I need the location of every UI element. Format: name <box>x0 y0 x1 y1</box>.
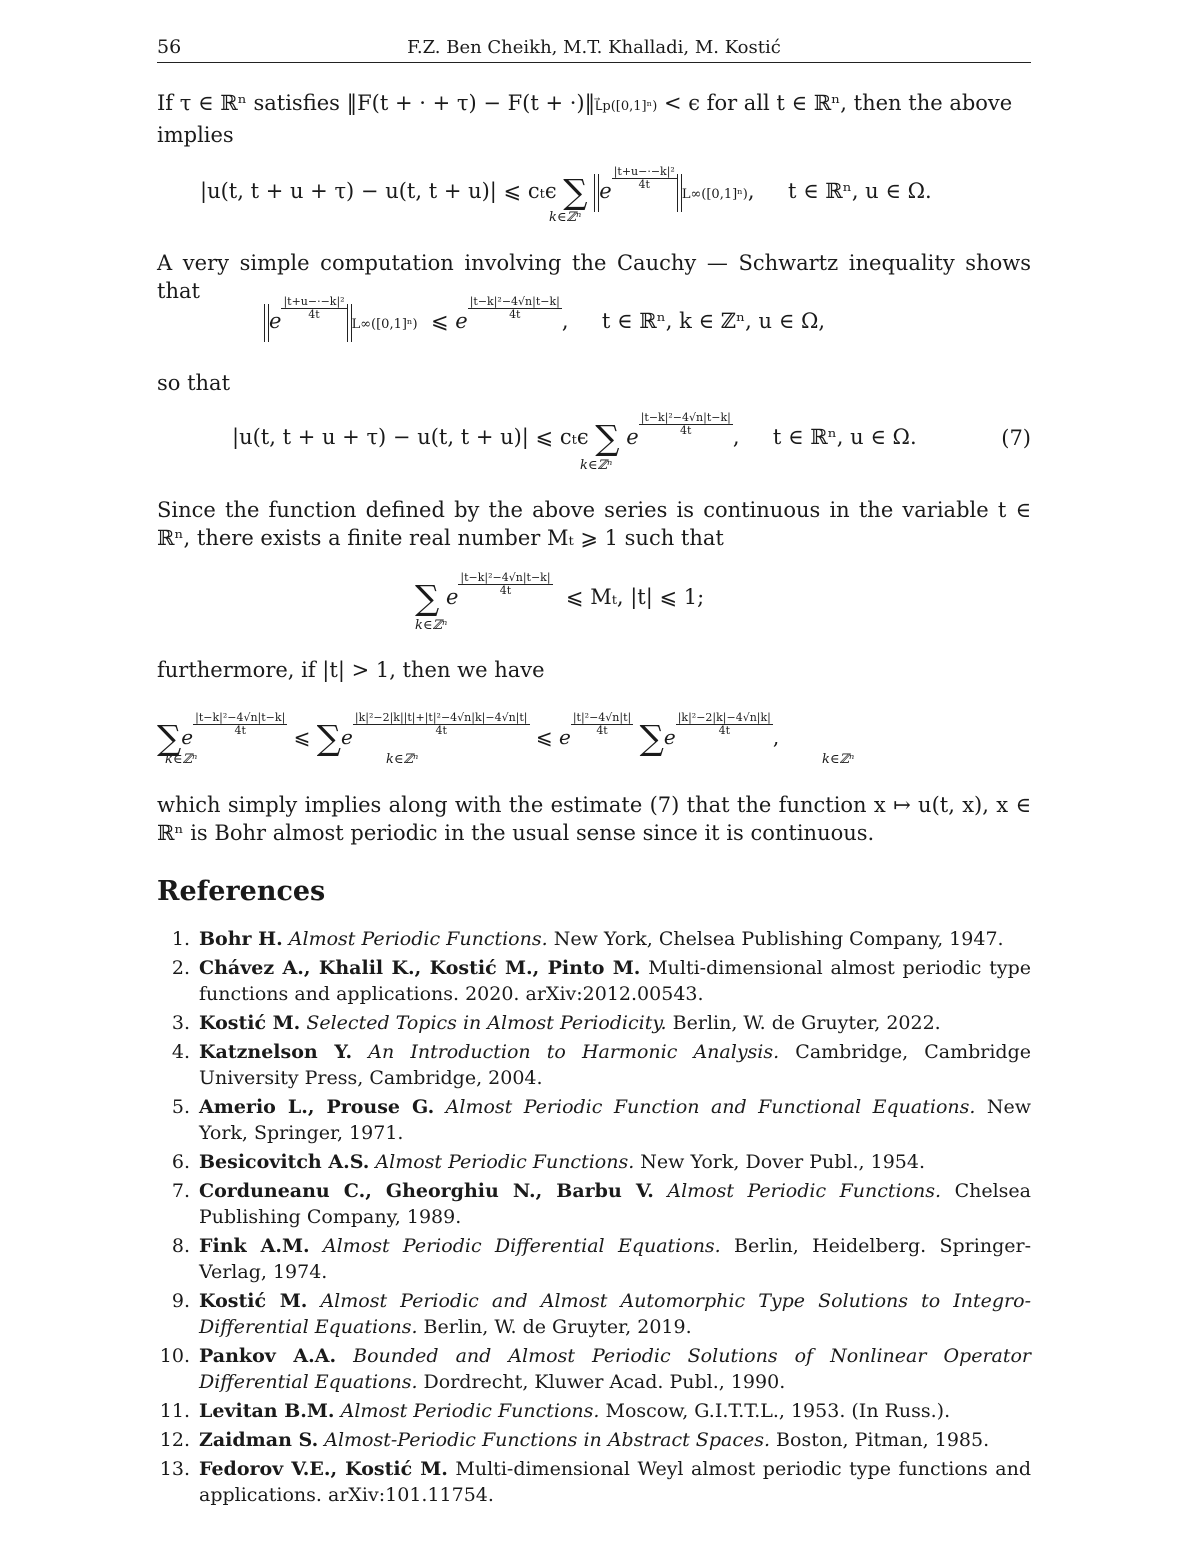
reference-details: Moscow, G.I.T.T.L., 1953. (In Russ.). <box>599 1400 951 1422</box>
paragraph-6: which simply implies along with the estimate (7) that the function x ↦ u(t, x), x ∈ ℝⁿ is Bohr almost periodic in the usual sense since it is continuous. <box>157 793 1031 845</box>
equation-number: (7) <box>1001 426 1031 450</box>
reference-authors: Fedorov V.E., Kostić M. <box>199 1458 448 1480</box>
reference-title: Almost Periodic Functions. <box>375 1151 635 1173</box>
equation-5: ∑e $\frac{\text{|t−k|²−4√n|t−k|}}{4t}$ ⩽ ∑e $\frac{\text{|k|²−2|k||t|+|t|²−4√n|k|−4√n|t|}}{4t}$ ⩽ e $\frac{\text{|t|²−4√n|t|}}{4t}$ ∑e $\frac{\text{|k|²−2|k|−4√n|k|}}{4t}$ , <box>157 711 780 759</box>
sum-index-3: k∈ℤⁿ <box>580 458 613 473</box>
reference-details: Multi-dimensional Weyl almost periodic type functions and applications. arXiv:101.11754. <box>199 1458 1031 1506</box>
references-list <box>157 926 1031 1511</box>
reference-title: Almost Periodic Functions. <box>340 1400 600 1422</box>
reference-details: Chelsea Publishing Company, 1989. <box>199 1180 1031 1228</box>
reference-title: Almost Periodic Functions. <box>667 1180 942 1202</box>
reference-authors: Kostić M. <box>199 1012 301 1034</box>
paragraph-4: Since the function defined by the above series is continuous in the variable t ∈ ℝⁿ, there exists a finite real number Mₜ ⩾ 1 such that <box>157 498 1031 550</box>
reference-title: Almost-Periodic Functions in Abstract Spaces. <box>324 1429 770 1451</box>
sum-index-5b: k∈ℤⁿ <box>386 752 419 767</box>
reference-authors: Katznelson Y. <box>199 1041 353 1063</box>
reference-authors: Amerio L., Prouse G. <box>199 1096 435 1118</box>
running-authors: F.Z. Ben Cheikh, M.T. Khalladi, M. Kostić <box>407 37 781 58</box>
reference-item <box>157 1343 1031 1395</box>
reference-details: Multi-dimensional almost periodic type functions and applications. 2020. arXiv:2012.00543. <box>199 957 1031 1005</box>
page-number: 56 <box>157 36 182 58</box>
sum-index-5a: k∈ℤⁿ <box>165 752 198 767</box>
reference-item <box>157 1233 1031 1285</box>
reference-number: 5. <box>171 1096 190 1118</box>
equation-2: e $\frac{\text{|t+u−·−k|²}}{4t}$ L∞([0,1]ⁿ) ⩽ e $\frac{\text{|t−k|²−4√n|t−k|}}{4t}$ , t ∈ ℝⁿ, k ∈ ℤⁿ, u ∈ Ω, <box>264 296 825 342</box>
reference-number: 13. <box>159 1458 190 1480</box>
reference-details: Dordrecht, Kluwer Acad. Publ., 1990. <box>417 1371 786 1393</box>
reference-number: 1. <box>171 928 190 950</box>
sum-index-5c: k∈ℤⁿ <box>822 752 855 767</box>
reference-details: New York, Dover Publ., 1954. <box>634 1151 926 1173</box>
reference-item <box>157 1094 1031 1146</box>
reference-number: 3. <box>171 1012 190 1034</box>
reference-item <box>157 1456 1031 1508</box>
reference-authors: Pankov A.A. <box>199 1345 337 1367</box>
reference-number: 2. <box>171 957 190 979</box>
reference-item <box>157 1010 1031 1036</box>
running-header <box>157 34 1031 63</box>
reference-authors: Zaidman S. <box>199 1429 319 1451</box>
reference-item <box>157 1178 1031 1230</box>
reference-number: 8. <box>171 1235 190 1257</box>
reference-number: 11. <box>159 1400 190 1422</box>
reference-title: Almost Periodic Functions. <box>288 928 548 950</box>
reference-authors: Bohr H. <box>199 928 283 950</box>
reference-item <box>157 1288 1031 1340</box>
sum-index-4: k∈ℤⁿ <box>415 618 448 633</box>
equation-3: |u(t, t + u + τ) − u(t, t + u)| ⩽ ctϵ ∑ e $\frac{\text{|t−k|²−4√n|t−k|}}{4t}$ , t ∈ ℝⁿ, u ∈ Ω. <box>232 411 917 459</box>
reference-title: Almost Periodic Function and Functional Equations. <box>445 1096 976 1118</box>
reference-details: New York, Springer, 1971. <box>199 1096 1031 1144</box>
reference-number: 4. <box>171 1041 190 1063</box>
reference-authors: Besicovitch A.S. <box>199 1151 370 1173</box>
references-heading: References <box>157 876 326 907</box>
reference-title: An Introduction to Harmonic Analysis. <box>368 1041 780 1063</box>
reference-title: Bounded and Almost Periodic Solutions of Nonlinear Operator Differential Equations. <box>199 1345 1032 1393</box>
reference-title: Almost Periodic Differential Equations. <box>322 1235 721 1257</box>
reference-title: Selected Topics in Almost Periodicity. <box>306 1012 667 1034</box>
reference-number: 10. <box>159 1345 190 1367</box>
reference-number: 6. <box>171 1151 190 1173</box>
paragraph-2: A very simple computation involving the Cauchy — Schwartz inequality shows that <box>157 251 1031 303</box>
equation-4: ∑ e $\frac{\text{|t−k|²−4√n|t−k|}}{4t}$ ⩽ Mₜ, |t| ⩽ 1; <box>415 571 705 619</box>
reference-authors: Corduneanu C., Gheorghiu N., Barbu V. <box>199 1180 654 1202</box>
reference-details: New York, Chelsea Publishing Company, 1947. <box>547 928 1004 950</box>
reference-item <box>157 1398 1031 1424</box>
reference-details: Berlin, W. de Gruyter, 2019. <box>417 1316 692 1338</box>
paragraph-1: If τ ∈ ℝⁿ satisfies ‖F(t + · + τ) − F(t + ·)‖L⃗p([0,1]ⁿ) < ϵ for all t ∈ ℝⁿ, then the above implies <box>157 91 1013 147</box>
reference-number: 7. <box>171 1180 190 1202</box>
paragraph-3: so that <box>157 371 231 395</box>
reference-authors: Kostić M. <box>199 1290 308 1312</box>
reference-details: Cambridge, Cambridge University Press, Cambridge, 2004. <box>199 1041 1032 1089</box>
reference-item <box>157 926 1031 952</box>
reference-authors: Chávez A., Khalil K., Kostić M., Pinto M. <box>199 957 641 979</box>
equation-1: |u(t, t + u + τ) − u(t, t + u)| ⩽ ctϵ ∑ e $\frac{\text{|t+u−·−k|²}}{4t}$ L∞([0,1]ⁿ), t ∈ ℝⁿ, u ∈ Ω. <box>200 165 932 213</box>
reference-details: Berlin, W. de Gruyter, 2022. <box>666 1012 941 1034</box>
reference-item <box>157 955 1031 1007</box>
reference-details: Berlin, Heidelberg. Springer-Verlag, 1974. <box>199 1235 1031 1283</box>
reference-authors: Levitan B.M. <box>199 1400 335 1422</box>
sum-index-1: k∈ℤⁿ <box>549 210 582 225</box>
reference-number: 12. <box>159 1429 190 1451</box>
reference-item <box>157 1149 1031 1175</box>
reference-number: 9. <box>171 1290 190 1312</box>
paragraph-5: furthermore, if |t| > 1, then we have <box>157 658 545 682</box>
reference-details: Boston, Pitman, 1985. <box>770 1429 990 1451</box>
reference-title: Almost Periodic and Almost Automorphic Type Solutions to Integro-Differential Equations. <box>199 1290 1031 1338</box>
reference-item <box>157 1039 1031 1091</box>
reference-item <box>157 1427 1031 1453</box>
reference-authors: Fink A.M. <box>199 1235 310 1257</box>
